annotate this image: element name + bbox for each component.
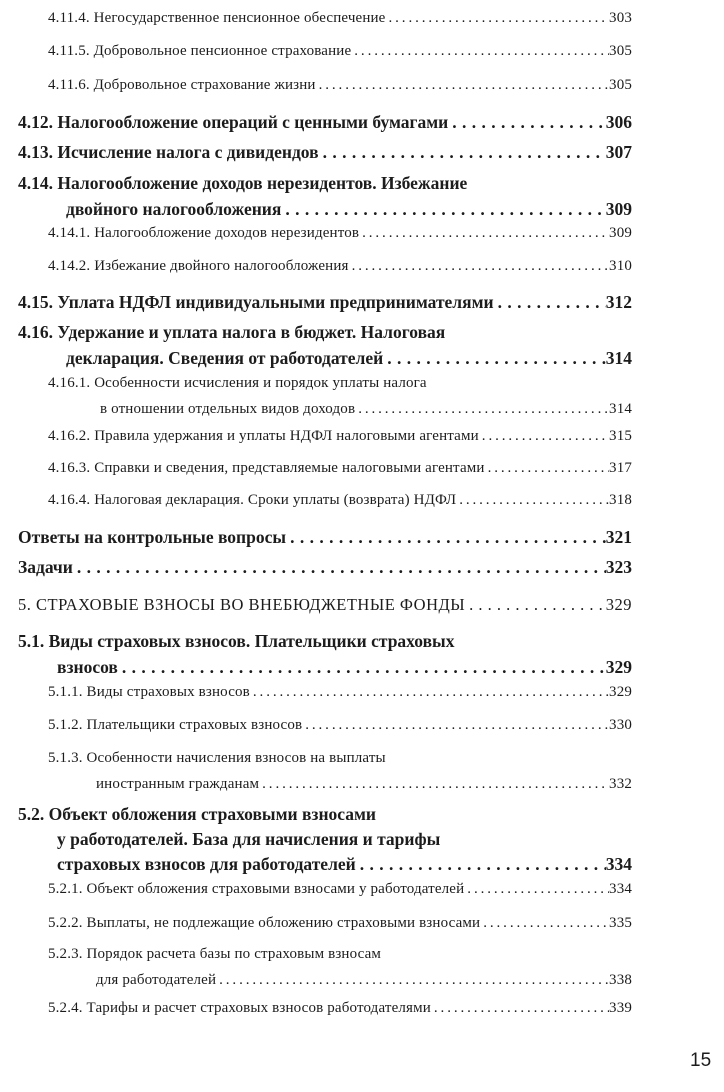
toc-entry-title: 4.15. Уплата НДФЛ индивидуальными предпринимателями <box>18 292 494 312</box>
toc-entry-title: 5. СТРАХОВЫЕ ВЗНОСЫ ВО ВНЕБЮДЖЕТНЫЕ ФОНДЫ <box>18 595 466 614</box>
toc-entry[interactable] <box>48 428 632 454</box>
toc-entry-title: 4.14.1. Налогообложение доходов нерезидентов <box>48 225 360 241</box>
toc-entry[interactable] <box>18 112 632 138</box>
toc-entry-title: 4.11.6. Добровольное страхование жизни <box>48 77 316 93</box>
toc-entry-title: 5.2.2. Выплаты, не подлежащие обложению страховыми взносами <box>48 915 481 931</box>
dot-leader <box>356 854 606 875</box>
toc-page-number: 318 <box>609 492 632 508</box>
dot-leader <box>216 972 609 989</box>
dot-leader <box>259 776 609 793</box>
dot-leader <box>464 881 609 898</box>
toc-entry-title: взносов <box>57 657 118 677</box>
dot-leader <box>302 717 609 734</box>
dot-leader <box>250 684 609 701</box>
dot-leader <box>73 557 606 578</box>
toc-page-number: 323 <box>605 557 632 577</box>
toc-entry[interactable] <box>18 557 632 583</box>
toc-entry[interactable] <box>18 322 632 374</box>
toc-entry-title: 4.12. Налогообложение операций с ценными бумагами <box>18 112 449 132</box>
toc-entry[interactable] <box>18 527 632 553</box>
toc-entry[interactable] <box>48 10 632 36</box>
dot-leader <box>316 77 609 94</box>
dot-leader <box>431 1000 609 1017</box>
toc-entry-title: 5.1.1. Виды страховых взносов <box>48 684 250 700</box>
toc-entry-title: 5.1.2. Плательщики страховых взносов <box>48 717 303 733</box>
toc-entry-title: Задачи <box>18 557 73 577</box>
toc-entry[interactable] <box>48 915 632 941</box>
dot-leader <box>281 199 605 220</box>
toc-entry-title: 4.16.2. Правила удержания и уплаты НДФЛ налоговыми агентами <box>48 428 479 444</box>
toc-page-number: 329 <box>605 595 632 614</box>
toc-page-number: 307 <box>605 142 632 162</box>
toc-page-number: 314 <box>609 401 632 417</box>
toc-page-number: 321 <box>605 527 632 547</box>
toc-entry[interactable] <box>18 631 632 683</box>
dot-leader <box>383 348 606 369</box>
toc-entry[interactable] <box>48 717 632 743</box>
toc-entry-title: в отношении отдельных видов доходов <box>100 401 356 417</box>
dot-leader <box>355 401 609 418</box>
toc-page-number: 317 <box>609 460 632 476</box>
toc-page-number: 329 <box>605 657 632 677</box>
toc-page-number: 338 <box>609 972 632 988</box>
toc-entry-title: иностранным гражданам <box>96 776 260 792</box>
dot-leader <box>479 428 609 445</box>
dot-leader <box>480 915 609 932</box>
toc-entry[interactable] <box>48 258 632 284</box>
toc-entry[interactable] <box>48 1000 632 1026</box>
toc-entry-title: для работодателей <box>96 972 217 988</box>
page-number: 15 <box>690 1050 712 1071</box>
dot-leader <box>465 595 606 615</box>
toc-page-number: 306 <box>605 112 632 132</box>
toc-entry[interactable] <box>48 684 632 710</box>
dot-leader <box>118 657 606 678</box>
toc-entry[interactable] <box>18 142 632 168</box>
dot-leader <box>351 43 609 60</box>
toc-entry-title: 5.2.3. Порядок расчета базы по страховым взносам <box>48 946 382 962</box>
toc-page-number: 305 <box>609 43 632 59</box>
toc-entry[interactable] <box>48 43 632 69</box>
toc-entry[interactable] <box>48 375 632 427</box>
dot-leader <box>386 10 610 27</box>
toc-entry-title: 4.13. Исчисление налога с дивидендов <box>18 142 319 162</box>
toc-entry-title: 4.16.1. Особенности исчисления и порядок уплаты налога <box>48 375 427 391</box>
toc-entry-title: у работодателей. База для начисления и тарифы <box>57 829 441 849</box>
toc-entry-title: Ответы на контрольные вопросы <box>18 527 287 547</box>
toc-page-number: 330 <box>609 717 632 733</box>
toc-page-number: 329 <box>609 684 632 700</box>
toc-entry-title: 4.14.2. Избежание двойного налогообложения <box>48 258 349 274</box>
dot-leader <box>359 225 609 242</box>
toc-entry-title: 5.1.3. Особенности начисления взносов на выплаты <box>48 750 386 766</box>
toc-entry-title: 4.16.3. Справки и сведения, представляемые налоговыми агентами <box>48 460 485 476</box>
dot-leader <box>456 492 609 509</box>
toc-entry[interactable] <box>48 77 632 103</box>
toc-entry-title: 5.2. Объект обложения страховыми взносами <box>18 804 377 824</box>
toc-page-number: 315 <box>609 428 632 444</box>
toc-entry[interactable] <box>18 292 632 318</box>
dot-leader <box>349 258 609 275</box>
dot-leader <box>485 460 609 477</box>
toc-page-number: 303 <box>609 10 632 26</box>
toc-page-number: 309 <box>609 225 632 241</box>
toc-entry[interactable] <box>18 173 632 225</box>
toc-page-number: 310 <box>609 258 632 274</box>
toc-page-number: 332 <box>609 776 632 792</box>
toc-entry-title: двойного налогообложения <box>66 199 282 219</box>
toc-entry-title: 4.11.4. Негосударственное пенсионное обеспечение <box>48 10 386 26</box>
toc-entry-title: 5.1. Виды страховых взносов. Плательщики страховых <box>18 631 455 651</box>
toc-entry[interactable] <box>48 946 632 998</box>
toc-entry-title: 5.2.1. Объект обложения страховыми взносами у работодателей <box>48 881 465 897</box>
toc-entry[interactable] <box>18 804 632 879</box>
dot-leader <box>286 527 606 548</box>
dot-leader <box>319 142 606 163</box>
toc-page-number: 305 <box>609 77 632 93</box>
dot-leader <box>494 292 606 313</box>
toc-page-number: 339 <box>609 1000 632 1016</box>
toc-entry-title: 4.16.4. Налоговая декларация. Сроки уплаты (возврата) НДФЛ <box>48 492 457 508</box>
toc-page-number: 334 <box>609 881 632 897</box>
toc-page-number: 335 <box>609 915 632 931</box>
toc-entry-title: декларация. Сведения от работодателей <box>66 348 384 368</box>
toc-entry[interactable] <box>48 225 632 251</box>
toc-entry[interactable] <box>48 750 632 802</box>
toc-entry-title: 5.2.4. Тарифы и расчет страховых взносов работодателями <box>48 1000 431 1016</box>
toc-page-number: 334 <box>605 854 632 874</box>
toc-page-number: 312 <box>605 292 632 312</box>
toc-page-number: 309 <box>605 199 632 219</box>
toc-entry[interactable] <box>48 492 632 518</box>
toc-entry[interactable] <box>48 460 632 486</box>
toc-entry-title: 4.16. Удержание и уплата налога в бюджет. Налоговая <box>18 322 446 342</box>
toc-entry[interactable] <box>18 595 632 621</box>
dot-leader <box>448 112 606 133</box>
toc-entry-title: 4.14. Налогообложение доходов нерезидентов. Избежание <box>18 173 468 193</box>
toc-entry-title: 4.11.5. Добровольное пенсионное страхование <box>48 43 352 59</box>
toc-entry[interactable] <box>48 881 632 907</box>
toc-page-number: 314 <box>605 348 632 368</box>
toc-entry-title: страховых взносов для работодателей <box>57 854 356 874</box>
